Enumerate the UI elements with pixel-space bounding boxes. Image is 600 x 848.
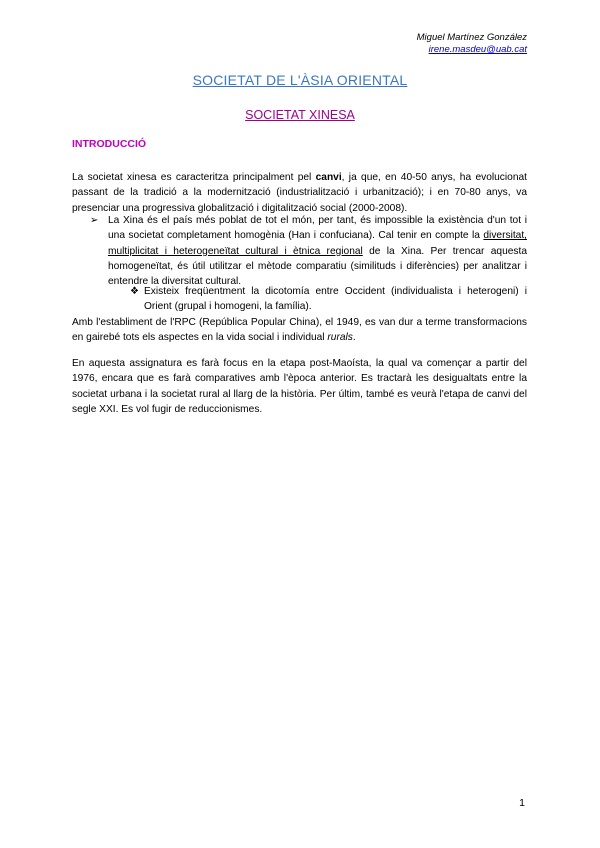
arrow-bullet-icon: ➢ (90, 215, 99, 226)
section-heading: INTRODUCCIÓ (72, 138, 147, 150)
bullet-item-1 (90, 213, 527, 289)
page-header (417, 32, 527, 56)
bullet-1-underlined: diversitat, multiplicitat i heterogeneïtat cultural i ètnica regional (108, 230, 527, 257)
document-subtitle: SOCIETAT XINESA (245, 108, 355, 122)
header-email-link[interactable]: irene.masdeu@uab.cat (428, 44, 527, 55)
page-number: 1 (519, 797, 525, 809)
paragraph-course: En aquesta assignatura es farà focus en la etapa post-Maoísta, la qual va començar a partir del 1976, encara que es farà comparatives amb l'època anterior. Es tractarà les desigualtats entre la societat urbana i la societat rural al llarg de la història. Per últim, també es veurà l'etapa de canvi del segle XXI. Es vol fugir de reduccionismes. (72, 358, 527, 415)
paragraph-intro-post: , ja que, en 40-50 anys, ha evolucionat passant de la tradició a la modernització (industrialització i urbanització); i en 70-80 anys, va presenciar una progressiva globalització i digitalització social (2000-2008). (72, 172, 527, 214)
paragraph-rpc (72, 315, 527, 346)
paragraph-intro-pre: La societat xinesa es caracteritza principalment pel (72, 172, 316, 183)
paragraph-rpc-italic: rurals (327, 332, 353, 344)
paragraph-intro-bold: canvi (315, 172, 342, 183)
bullet-2-text: Existeix freqüentment la dicotomía entre Occident (individualista i heterogeni) i Orient (grupal i homogeni, la família). (144, 286, 527, 313)
bullet-1-post: de la Xina. Per trencar aquesta homogeneïtat, és útil utilitzar el mètode comparatiu (similituds i diferències) per analitzar i entendre la diversitat cultural. (108, 245, 527, 288)
paragraph-rpc-pre: Amb l'establiment de l'RPC (República Popular China), el 1949, es van dur a terme transformacions en gairebé tots els aspectes en la vida social i individual (72, 317, 527, 344)
bullet-1-pre: La Xina és el país més poblat de tot el món, per tant, és impossible la existència d'un tot i una societat completament homogènia (Han i confuciana). Cal tenir en compte la (108, 215, 527, 242)
diamond-bullet-icon: ❖ (130, 286, 140, 297)
bullet-item-2 (130, 284, 527, 315)
document-title: SOCIETAT DE L'ÀSIA ORIENTAL (192, 72, 408, 88)
paragraph-rpc-post: . (352, 332, 356, 344)
paragraph-intro (72, 170, 527, 216)
header-author: Miguel Martínez González (416, 32, 527, 43)
